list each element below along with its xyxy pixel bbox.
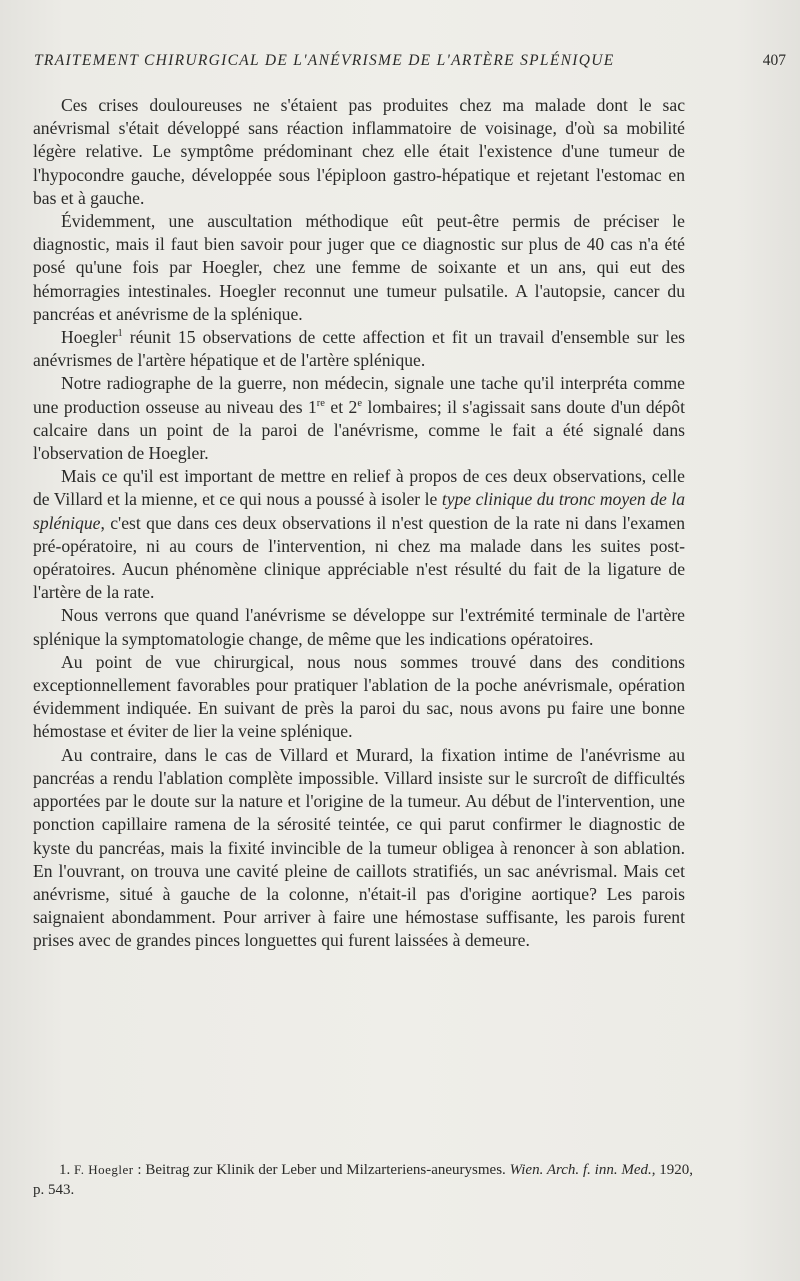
ordinal-superscript-2: e <box>357 397 363 409</box>
author-hoegler: Hoegler <box>61 327 118 348</box>
paragraph-4-part-a: Notre radiographe de la guerre, non médecin, signale une tache qu'il interpréta comme une production osseuse au niveau des 1 <box>33 373 685 417</box>
footnote-1 <box>33 1160 693 1200</box>
paragraph-7: Au point de vue chirurgical, nous nous sommes trouvé dans des conditions exceptionnellement favorables pour pratiquer l'ablation de la poche anévrismale, opération évidemment indiquée. En suivant de près la paroi du sac, nous avons pu faire une bonne hémostase et éviter de lier la veine splénique. <box>33 651 685 742</box>
body-text <box>33 94 685 953</box>
paragraph-4 <box>33 372 685 465</box>
paragraph-8: Au contraire, dans le cas de Villard et Murard, la fixation intime de l'anévrisme au pancréas a rendu l'ablation complète impossible. Villard insiste sur le surcroît de difficultés apportées par le doute sur la nature et l'origine de la tumeur. Au début de l'intervention, une ponction capillaire ramena de la sérosité teintée, ce qui parut confirmer le diagnostic de kyste du pancréas, mais la fixité invincible de la tumeur obligea à renoncer à son ablation. En l'ouvrant, on trouva une cavité pleine de caillots stratifiés, un sac anévrismal. Mais cet anévrisme, situé à gauche de la colonne, n'était-il pas d'origine aortique? Les parois saignaient abondamment. Pour arriver à faire une hémostase suffisante, les parois furent prises avec de grandes pinces longuettes qui furent laissées à demeure. <box>33 744 685 951</box>
italic-term: type clinique du tronc moyen de la splénique <box>33 489 685 533</box>
paragraph-3-text: réunit 15 observations de cette affection et fit un travail d'ensemble sur les anévrismes de l'artère hépatique et de l'artère splénique. <box>33 327 685 371</box>
footnote-reference[interactable]: 1 <box>117 328 123 340</box>
running-header <box>34 52 786 70</box>
footnote-title: : Beitrag zur Klinik der Leber und Milzarteriens-aneurysmes. <box>133 1162 506 1178</box>
paragraph-5-part-a: Mais ce qu'il est important de mettre en relief à propos de ces deux observations, celle de Villard et la mienne, et ce qui nous a poussé à isoler le <box>33 466 685 510</box>
running-title: TRAITEMENT CHIRURGICAL DE L'ANÉVRISME DE L'ARTÈRE SPLÉNIQUE <box>34 52 615 69</box>
page-number: 407 <box>762 52 786 69</box>
footnote-details: , 1920, p. 543. <box>33 1162 694 1198</box>
ordinal-superscript-1: re <box>316 397 325 409</box>
footnotes <box>33 1160 693 1200</box>
paragraph-2: Évidemment, une auscultation méthodique eût peut-être permis de préciser le diagnostic, mais il faut bien savoir pour juger que ce diagnostic sur plus de 40 cas n'a été posé qu'une fois par Hoegler, chez une femme de soixante et un ans, qui eut des hémorragies intestinales. Hoegler reconnut une tumeur pulsatile. A l'autopsie, cancer du pancréas et anévrisme de la splénique. <box>33 211 685 324</box>
footnote-author: F. Hoegler <box>74 1162 134 1177</box>
paragraph-6: Nous verrons que quand l'anévrisme se développe sur l'extrémité terminale de l'artère splénique la symptomatologie change, de même que les indications opératoires. <box>33 605 685 649</box>
paragraph-4-part-b: et 2 <box>324 396 358 417</box>
paragraph-5-part-b: , c'est que dans ces deux observations il n'est question de la rate ni dans l'examen pré-opératoire, ni au cours de l'intervention, ni chez ma malade dans les suites post-opératoires. Aucun phénomène clinique appréciable n'est résulté du fait de la ligature de l'artère de la rate. <box>33 512 685 603</box>
paragraph-4-part-c: lombaires; il s'agissait sans doute d'un dépôt calcaire dans un point de la paroi de l'anévrisme, comme le fait a été signalé dans l'observation de Hoegler. <box>33 396 685 464</box>
footnote-number: 1. <box>59 1162 71 1178</box>
paragraph-3 <box>33 326 685 372</box>
paragraph-5 <box>33 465 685 604</box>
footnote-journal: Wien. Arch. f. inn. Med. <box>509 1162 652 1178</box>
paragraph-1: Ces crises douloureuses ne s'étaient pas produites chez ma malade dont le sac anévrismal s'était développé sans réaction inflammatoire de voisinage, d'où sa mobilité légère relative. Le symptôme prédominant chez elle était l'existence d'une tumeur de l'hypocondre gauche, développée sous l'épiploon gastro-hépatique et rejetant l'estomac en bas et à gauche. <box>33 95 685 208</box>
